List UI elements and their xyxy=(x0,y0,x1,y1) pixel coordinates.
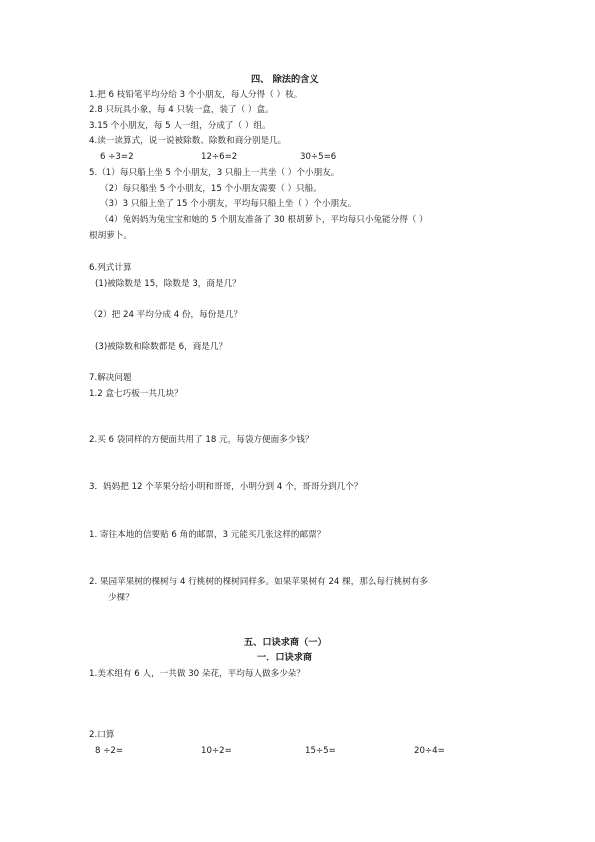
question-6-3: (3)被除数和除数都是 6，商是几？ xyxy=(95,342,228,352)
question-6-title: 6.列式计算 xyxy=(89,263,132,273)
question-5-part-3: （3）3 只船上坐了 15 个小朋友，平均每只船上坐（ ）个小朋友。 xyxy=(100,199,357,209)
question-5-part-1: 5.（1）每只船上坐 5 个小朋友，3 只船上一共坐（ ）个小朋友。 xyxy=(89,168,340,178)
question-7-5-cont: 少棵？ xyxy=(108,593,134,603)
equation-b: 12÷6=2 xyxy=(201,152,238,162)
question-7-1: 1.2 盒七巧板一共几块？ xyxy=(89,389,183,399)
question-1: 1.把 6 枝铅笔平均分给 3 个小朋友，每人分得（ ）枝。 xyxy=(89,90,303,100)
question-6-1: (1)被除数是 15，除数是 3，商是几？ xyxy=(95,279,241,289)
question-6-2: （2）把 24 平均分成 4 份，每份是几？ xyxy=(89,310,243,320)
oral-calc-item: 20÷4= xyxy=(414,746,445,756)
question-7-4: 1. 寄往本地的信要贴 6 角的邮票，3 元能买几张这样的邮票？ xyxy=(89,530,326,540)
question-4: 4.读一读算式，说一说被除数、除数和商分别是几。 xyxy=(89,136,287,146)
section-5-title: 五、口诀求商（一） xyxy=(244,637,327,648)
question-5-part-4: （4）兔妈妈为兔宝宝和她的 5 个朋友准备了 30 根胡萝卜，平均每只小兔能分得（ ） xyxy=(100,215,428,225)
question-5-part-4-cont: 根胡萝卜。 xyxy=(89,231,132,241)
section-title: 四、 除法的含义 xyxy=(251,74,319,85)
oral-calc-title: 2.口算 xyxy=(89,730,115,740)
question-5-part-2: （2）每只船坐 5 个小朋友，15 个小朋友需要（ ）只船。 xyxy=(100,184,322,194)
section-5-subtitle: 一．口诀求商 xyxy=(257,652,313,663)
question-3: 3.15 个小朋友，每 5 人一组，分成了（ ）组。 xyxy=(89,121,271,131)
equation-a: 6 ÷3=2 xyxy=(100,152,134,162)
equation-c: 30÷5=6 xyxy=(300,152,337,162)
question-7-5: 2. 果园苹果树的棵树与 4 行桃树的棵树同样多。如果苹果树有 24 棵，那么每行桃树有多 xyxy=(89,577,429,587)
question-2: 2.8 只玩具小象，每 4 只装一盒，装了（ ）盒。 xyxy=(89,105,274,115)
oral-calc-item: 10÷2= xyxy=(201,746,232,756)
section-5-question-1: 1.美术组有 6 人，一共做 30 朵花，平均每人做多少朵？ xyxy=(89,669,305,679)
question-7-2: 2.买 6 袋同样的方便面共用了 18 元，每袋方便面多少钱？ xyxy=(89,435,314,445)
oral-calc-item: 8 ÷2= xyxy=(95,746,124,756)
question-7-3: 3．妈妈把 12 个苹果分给小明和哥哥，小明分到 4 个，哥哥分到几个？ xyxy=(89,482,363,492)
oral-calc-item: 15÷5= xyxy=(305,746,336,756)
question-7-title: 7.解决问题 xyxy=(89,373,132,383)
